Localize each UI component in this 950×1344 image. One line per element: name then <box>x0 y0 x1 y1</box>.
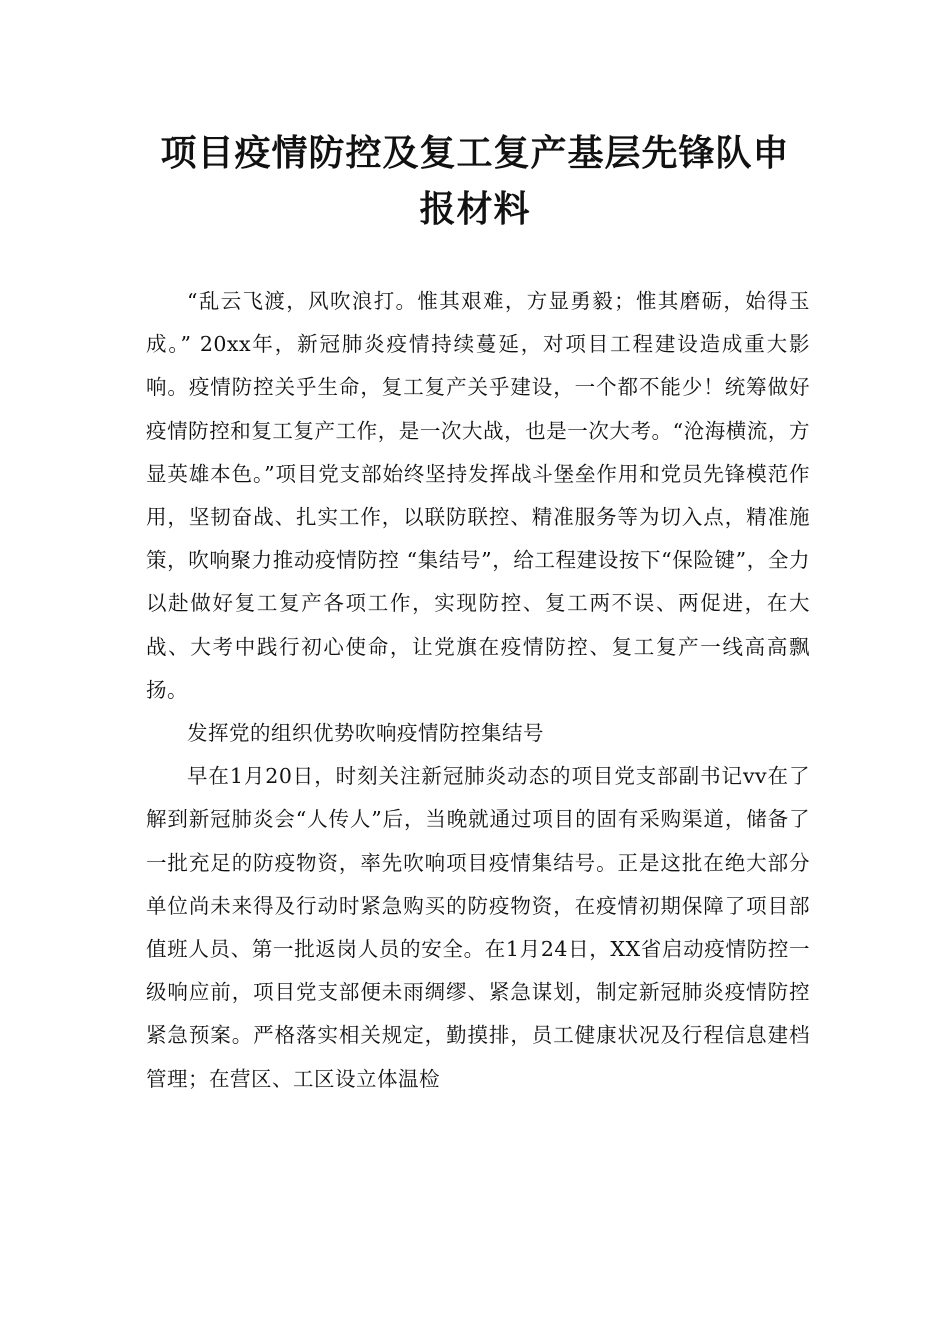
section-heading: 发挥党的组织优势吹响疫情防控集结号 <box>187 721 544 746</box>
title-line-1: 项目疫情防控及复工复产基层先锋队申 <box>160 133 790 174</box>
document-title <box>100 126 850 238</box>
document-body <box>146 280 810 1101</box>
title-line-2: 报材料 <box>419 189 531 230</box>
paragraph-intro: “乱云飞渡，风吹浪打。惟其艰难，方显勇毅；惟其磨砺，始得玉成。” 20xx年，新冠肺炎疫情持续蔓延，对项目工程建设造成重大影响。疫情防控关乎生命，复工复产关乎建设，一个都不能少！统筹做好疫情防控和复工复产工作，是一次大战，也是一次大考。“沧海横流，方显英雄本色。”项目党支部始终坚持发挥战斗堡垒作用和党员先锋模范作用，坚韧奋战、扎实工作，以联防联控、精准服务等为切入点，精准施策，吹响聚力推动疫情防控 “集结号”，给工程建设按下“保险键”，全力以赴做好复工复产各项工作，实现防控、复工两不误、两促进，在大战、大考中践行初心使命，让党旗在疫情防控、复工复产一线高高飘扬。 <box>146 289 810 702</box>
paragraph-section-1: 早在1月20日，时刻关注新冠肺炎动态的项目党支部副书记vv在了解到新冠肺炎会“人传人”后，当晚就通过项目的固有采购渠道，储备了一批充足的防疫物资，率先吹响项目疫情集结号。正是这批在绝大部分单位尚未来得及行动时紧急购买的防疫物资，在疫情初期保障了项目部值班人员、第一批返岗人员的安全。在1月24日，XX省启动疫情防控一级响应前，项目党支部便未雨绸缪、紧急谋划，制定新冠肺炎疫情防控紧急预案。严格落实相关规定，勤摸排，员工健康状况及行程信息建档管理；在营区、工区设立体温检 <box>146 764 810 1091</box>
